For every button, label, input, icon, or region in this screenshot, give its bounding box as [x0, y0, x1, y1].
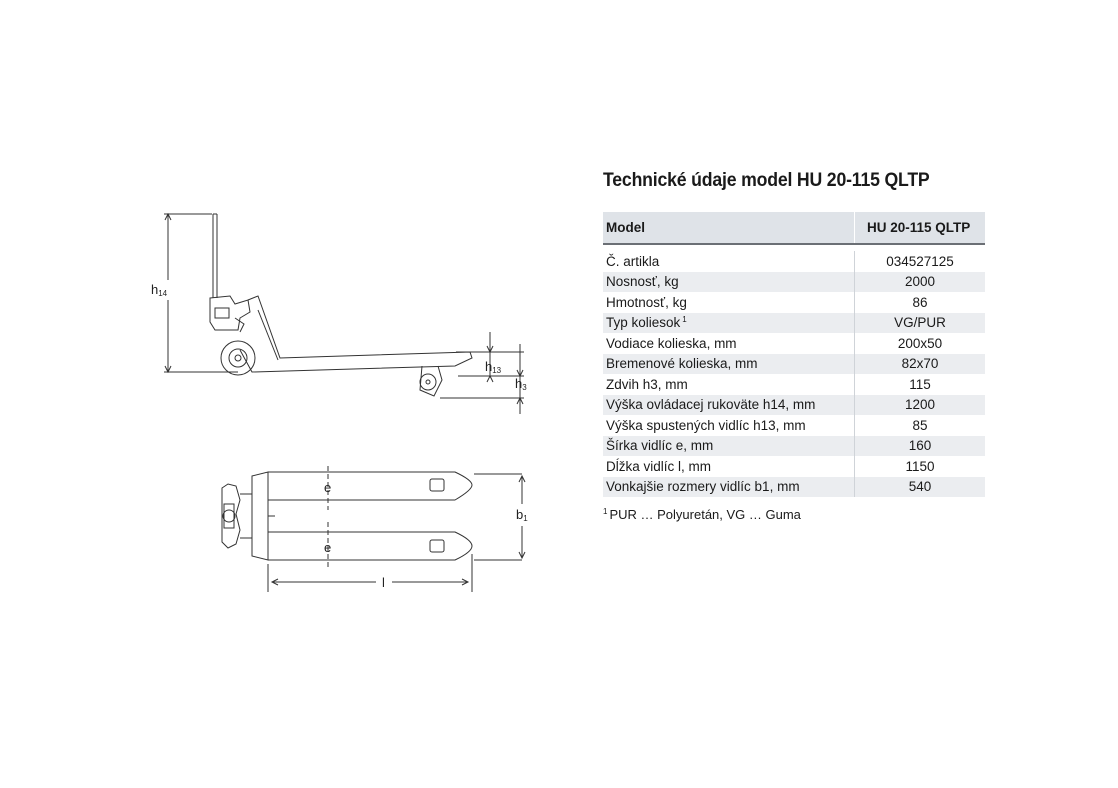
- table-row: [603, 436, 985, 457]
- table-row: [603, 251, 985, 272]
- spec-row-name-text: Výška spustených vidlíc h13, mm: [606, 417, 806, 433]
- spec-body: [603, 251, 985, 497]
- spec-row-name: [603, 415, 855, 436]
- spec-row-name-text: Vodiace kolieska, mm: [606, 335, 737, 351]
- h3-label: h3: [515, 376, 527, 392]
- spec-row-name: [603, 354, 855, 375]
- h13-h3-dimension: [440, 332, 524, 414]
- spec-row-name-text: Vonkajšie rozmery vidlíc b1, mm: [606, 479, 800, 495]
- top-view: [222, 466, 525, 592]
- spec-section: [603, 170, 993, 522]
- table-row: [603, 354, 985, 375]
- footnote: [603, 507, 993, 522]
- spec-header-row: [603, 212, 985, 244]
- spec-row-value: VG/PUR: [855, 313, 986, 334]
- pallet-truck-drawing: [140, 200, 540, 600]
- spec-row-name: [603, 313, 855, 334]
- spec-row-name: [603, 477, 855, 498]
- table-row: [603, 292, 985, 313]
- page-title: Technické údaje model HU 20-115 QLTP: [603, 170, 930, 191]
- spec-row-name-text: Bremenové kolieska, mm: [606, 356, 758, 372]
- spec-row-value: 034527125: [855, 251, 986, 272]
- table-row: [603, 477, 985, 498]
- spec-row-name: [603, 395, 855, 416]
- spec-row-name-text: Č. artikla: [606, 253, 660, 269]
- table-row: [603, 415, 985, 436]
- spec-header-name: Model: [603, 212, 855, 244]
- table-row: [603, 333, 985, 354]
- spec-row-name: [603, 292, 855, 313]
- spec-row-value: 115: [855, 374, 986, 395]
- footnote-ref: 1: [682, 315, 687, 325]
- spec-row-name: [603, 374, 855, 395]
- spec-header-value: HU 20-115 QLTP: [855, 212, 986, 244]
- spec-row-name-text: Dĺžka vidlíc l, mm: [606, 458, 712, 474]
- chassis-side: [240, 296, 472, 372]
- e-top-label: e: [324, 480, 332, 495]
- spec-row-value: 1150: [855, 456, 986, 477]
- footnote-marker: 1: [603, 507, 608, 516]
- l-label: l: [382, 575, 385, 590]
- spec-row-value: 160: [855, 436, 986, 457]
- spec-row-name-text: Hmotnosť, kg: [606, 294, 687, 310]
- pallet-truck-svg: [140, 200, 540, 600]
- spec-row-name: [603, 456, 855, 477]
- spec-row-value: 540: [855, 477, 986, 498]
- handle-side: [213, 214, 217, 298]
- spec-row-value: 1200: [855, 395, 986, 416]
- table-row: [603, 313, 985, 334]
- table-row: [603, 395, 985, 416]
- b1-label: b1: [516, 507, 528, 523]
- table-row: [603, 456, 985, 477]
- spec-row-value: 85: [855, 415, 986, 436]
- pump-head: [210, 296, 250, 332]
- spec-table: [603, 212, 985, 497]
- spec-row-value: 2000: [855, 272, 986, 293]
- spec-spacer: [603, 244, 985, 251]
- load-roller-side: [420, 366, 442, 396]
- spec-row-name-text: Šírka vidlíc e, mm: [606, 438, 714, 454]
- spec-row-name-text: Typ koliesok: [606, 315, 681, 331]
- spec-row-value: 82x70: [855, 354, 986, 375]
- e-bottom-label: e: [324, 540, 332, 555]
- h14-dimension: [164, 214, 238, 372]
- h14-label: h14: [151, 282, 168, 298]
- spec-row-value: 86: [855, 292, 986, 313]
- spec-row-name-text: Nosnosť, kg: [606, 274, 679, 290]
- steer-wheel-side: [221, 341, 255, 375]
- spec-row-name-text: Zdvih h3, mm: [606, 376, 688, 392]
- spec-row-value: 200x50: [855, 333, 986, 354]
- table-row: [603, 272, 985, 293]
- spec-row-name: [603, 251, 855, 272]
- spec-row-name: [603, 272, 855, 293]
- spec-row-name: [603, 436, 855, 457]
- footnote-text: PUR … Polyuretán, VG … Guma: [609, 507, 801, 522]
- spec-row-name: [603, 333, 855, 354]
- spec-row-name-text: Výška ovládacej rukoväte h14, mm: [606, 397, 816, 413]
- table-row: [603, 374, 985, 395]
- h13-label: h13: [485, 359, 502, 375]
